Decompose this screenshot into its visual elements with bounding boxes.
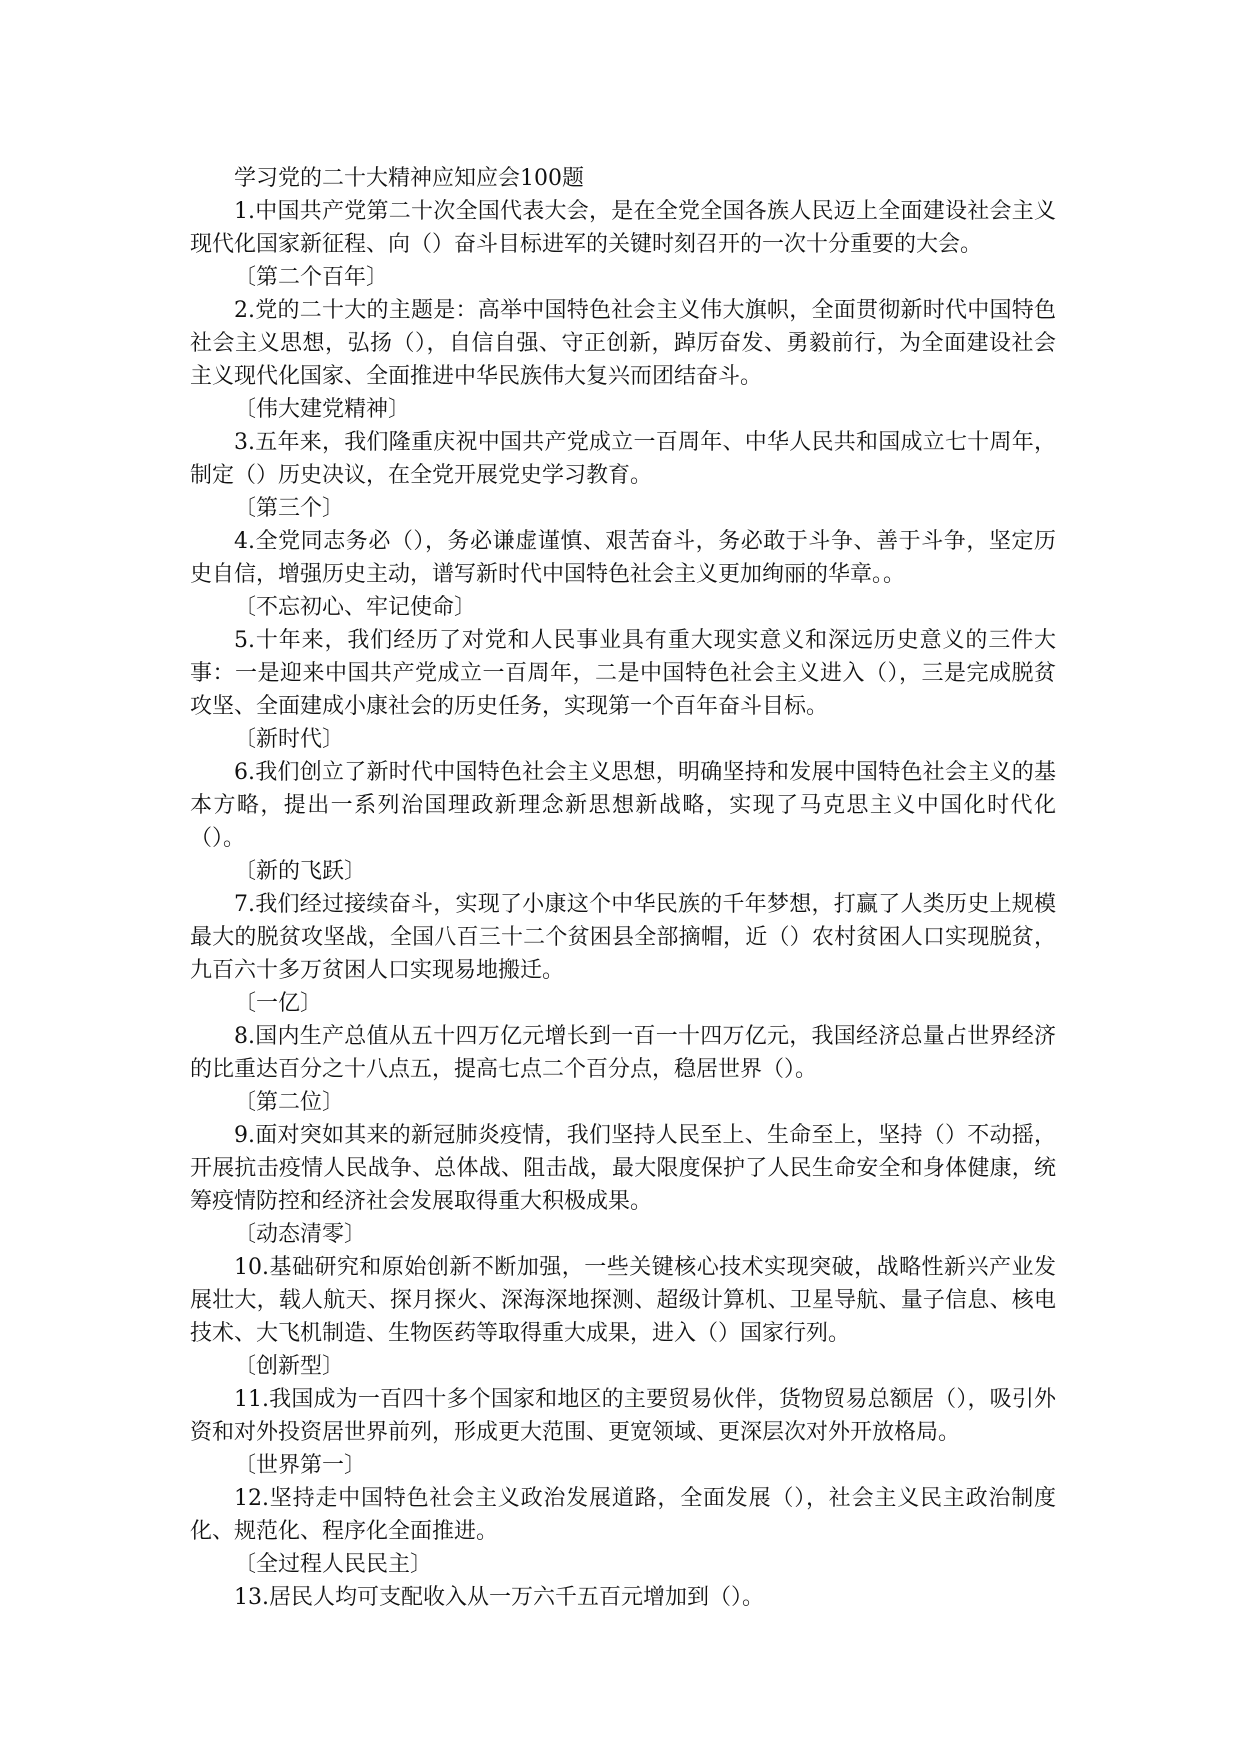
question-text: 2.党的二十大的主题是：高举中国特色社会主义伟大旗帜，全面贯彻新时代中国特色社会主义思想，弘扬（），自信自强、守正创新，踔厉奋发、勇毅前行，为全面建设社会主义现代化国家、全面推进中华民族伟大复兴而团结奋斗。 — [190, 298, 1056, 389]
question-text: 1.中国共产党第二十次全国代表大会，是在全党全国各族人民迈上全面建设社会主义现代化国家新征程、向（）奋斗目标进军的关键时刻召开的一次十分重要的大会。 — [190, 199, 1056, 257]
question-item — [190, 1020, 1056, 1119]
question-item — [190, 294, 1056, 426]
answer-text: 〔第二位〕 — [234, 1090, 345, 1115]
question-text: 9.面对突如其来的新冠肺炎疫情，我们坚持人民至上、生命至上，坚持（）不动摇，开展抗击疫情人民战争、总体战、阻击战，最大限度保护了人民生命安全和身体健康，统筹疫情防控和经济社会发展取得重大积极成果。 — [190, 1123, 1056, 1214]
question-text: 7.我们经过接续奋斗，实现了小康这个中华民族的千年梦想，打赢了人类历史上规模最大的脱贫攻坚战，全国八百三十二个贫困县全部摘帽，近（）农村贫困人口实现脱贫，九百六十多万贫困人口实现易地搬迁。 — [190, 892, 1056, 983]
question-item — [190, 1119, 1056, 1251]
question-item — [190, 426, 1056, 525]
question-text: 3.五年来，我们隆重庆祝中国共产党成立一百周年、中华人民共和国成立七十周年，制定（）历史决议，在全党开展党史学习教育。 — [190, 430, 1056, 488]
question-item — [190, 1581, 1056, 1614]
question-text: 10.基础研究和原始创新不断加强，一些关键核心技术实现突破，战略性新兴产业发展壮大，载人航天、探月探火、深海深地探测、超级计算机、卫星导航、量子信息、核电技术、大飞机制造、生物医药等取得重大成果，进入（）国家行列。 — [190, 1255, 1056, 1346]
answer-text: 〔不忘初心、牢记使命〕 — [234, 595, 477, 620]
answer-text: 〔第三个〕 — [234, 496, 345, 521]
answer-text: 〔伟大建党精神〕 — [234, 397, 411, 422]
answer-text: 〔动态清零〕 — [234, 1222, 367, 1247]
question-item — [190, 888, 1056, 1020]
answer-text: 〔新时代〕 — [234, 727, 345, 752]
question-item — [190, 1482, 1056, 1581]
question-item — [190, 1383, 1056, 1482]
question-text: 6.我们创立了新时代中国特色社会主义思想，明确坚持和发展中国特色社会主义的基本方略，提出一系列治国理政新理念新思想新战略，实现了马克思主义中国化时代化（）。 — [190, 760, 1056, 851]
question-text: 13.居民人均可支配收入从一万六千五百元增加到（）。 — [234, 1585, 764, 1610]
question-text: 12.坚持走中国特色社会主义政治发展道路，全面发展（），社会主义民主政治制度化、规范化、程序化全面推进。 — [190, 1486, 1056, 1544]
answer-text: 〔新的飞跃〕 — [234, 859, 367, 884]
question-item — [190, 1251, 1056, 1383]
question-item — [190, 525, 1056, 624]
answer-text: 〔世界第一〕 — [234, 1453, 367, 1478]
question-text: 11.我国成为一百四十多个国家和地区的主要贸易伙伴，货物贸易总额居（），吸引外资和对外投资居世界前列，形成更大范围、更宽领域、更深层次对外开放格局。 — [190, 1387, 1056, 1445]
question-text: 5.十年来，我们经历了对党和人民事业具有重大现实意义和深远历史意义的三件大事：一是迎来中国共产党成立一百周年，二是中国特色社会主义进入（），三是完成脱贫攻坚、全面建成小康社会的历史任务，实现第一个百年奋斗目标。 — [190, 628, 1056, 719]
answer-text: 〔全过程人民民主〕 — [234, 1552, 433, 1577]
answer-text: 〔一亿〕 — [234, 991, 323, 1016]
document-page — [190, 162, 1056, 1614]
answer-text: 〔创新型〕 — [234, 1354, 345, 1379]
answer-text: 〔第二个百年〕 — [234, 265, 389, 290]
question-text: 8.国内生产总值从五十四万亿元增长到一百一十四万亿元，我国经济总量占世界经济的比重达百分之十八点五，提高七点二个百分点，稳居世界（）。 — [190, 1024, 1056, 1082]
question-item — [190, 756, 1056, 888]
question-list — [190, 195, 1056, 1614]
question-item — [190, 195, 1056, 294]
question-item — [190, 624, 1056, 756]
document-title: 学习党的二十大精神应知应会100题 — [234, 166, 584, 191]
question-text: 4.全党同志务必（），务必谦虚谨慎、艰苦奋斗，务必敢于斗争、善于斗争，坚定历史自信，增强历史主动，谱写新时代中国特色社会主义更加绚丽的华章。。 — [190, 529, 1056, 587]
